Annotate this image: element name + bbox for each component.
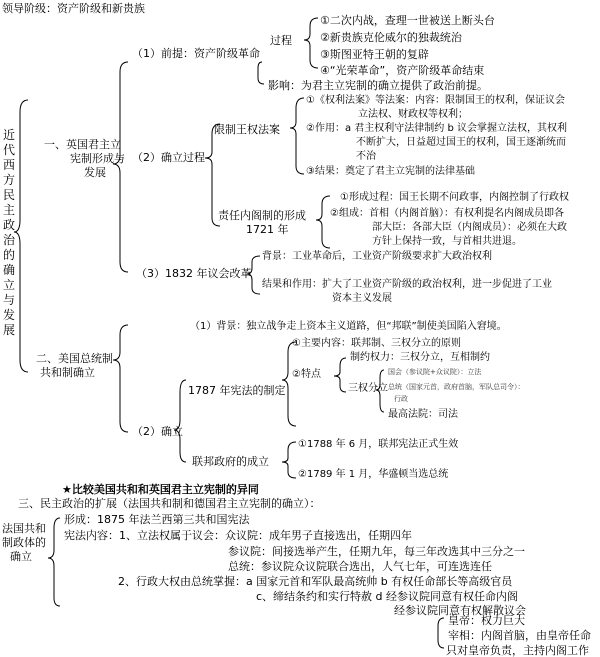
establish-label: （2）确立 [132,425,183,438]
bill-effect-line-3: 不治 [356,151,376,162]
france-content-line-4: 2、行政大权由总统掌握：a 国家元首和军队最高统帅 b 有权任命部长等高级官员 [118,575,513,588]
cabinet-composition-line-3: 方针上保持一致，与首相共进退。 [372,236,522,247]
us-background: （1）背景：独立战争走上资本主义道路，但“邦联”制使美国陷入窘境。 [190,321,507,332]
supreme-court: 最高法院：司法 [388,409,458,420]
premise-label: （1）前提：资产阶级革命 [132,47,260,60]
germany-chancellor-line-1: 宰相：内阁首脑，由皇帝任命 [448,629,591,642]
constitution-label: 1787 年宪法的制定 [188,384,286,397]
france-content-line-6: 经参议院同意有权解散议会 [394,604,526,617]
france-content-line-3: 总统：参议院众议院联合选出，人气七年，可连选连任 [228,560,492,573]
premise-impact: 影响：为君主立宪制的确立提供了政治前提。 [268,79,488,92]
constitution-main-content: ①主要内容：联邦制、三权分立的原则 [292,338,461,349]
premise-item-2: ②新贵族克伦威尔的独裁统治 [320,31,462,44]
reform-background: 背景：工业革命后，工业资产阶级要求扩大政治权利 [262,251,492,262]
germany-emperor: 皇帝：权力巨大 [448,614,525,627]
uk-title-line-1: 一、英国君主立 [44,138,121,151]
cabinet-label: 责任内阁制的形成 [218,209,306,222]
bill-effect-line-2: 不断扩大，日益超过国王的权利，国王逐渐统而 [356,137,566,148]
france-content-line-1: 宪法内容：1、立法权属于议会：众议院：成年男子直接选出，任期四年 [64,529,412,542]
cabinet-year: 1721 年 [246,223,289,236]
france-formation: 形成：1875 年法兰西第三共和国宪法 [64,513,250,526]
separation-label: 三权分立 [348,383,388,394]
president: 总统（国家元首，政府首脑，军队总司令）： [388,383,525,391]
france-title-line-3: 确立 [10,550,32,563]
federal-event-2: ②1789 年 1 月，华盛顿当选总统 [298,469,449,480]
uk-title-line-2: 宪制形成与 [70,152,125,165]
bill-effect-line-1: ②作用：a 君主权利守法律制约 b 议会掌握立法权，其权利 [306,123,567,134]
premise-item-1: ①二次内战，查理一世被送上断头台 [320,14,495,27]
france-title-line-2: 制政体的 [2,536,46,549]
bill-of-rights-line-1: ①《权利法案》等法案：内容：限制国王的权利，保证议会 [306,95,565,106]
germany-chancellor-line-2: 只对皇帝负责，主持内阁工作 [446,644,589,657]
federal-event-1: ①1788 年 6 月，联邦宪法正式生效 [298,439,459,450]
process-label: （2）确立过程 [132,151,205,164]
bill-of-rights-line-2: 立法权、财政权等权利； [358,109,468,120]
cabinet-composition-line-2: 部大臣：各部大臣（内阁成员）：必须在大政 [372,222,567,233]
reform-result-line-2: 资本主义发展 [332,293,392,304]
president-role: 行政 [394,395,408,403]
limit-royal-power-label: 限制王权法案 [214,123,280,136]
compare-heading: ★比较美国共和和英国君主立宪制的异同 [62,483,259,496]
france-title-line-1: 法国共和 [2,522,46,535]
cabinet-formation: ①形成过程：国王长期不问政事，内阁控制了行政权 [340,192,569,203]
premise-item-4: ④“光荣革命”，资产阶级革命结束 [320,64,485,77]
expansion-heading: 三、民主政治的扩展（法国共和制和德国君主立宪制的确立）： [18,497,321,510]
premise-process-label: 过程 [270,34,292,47]
features-label: ②特点 [292,369,321,380]
cabinet-composition-line-1: ②组成：首相（内阁首脑）：有权利提名内阁成员即各 [330,208,564,219]
us-title-line-2: 共和制确立 [40,366,95,379]
root-title: 近代西方民主政治的确立与发展 [2,128,15,337]
checks-and-balances: 制约权力：三权分立，互相制约 [350,352,490,363]
reform-label: （3）1832 年议会改革 [136,267,252,280]
france-content-line-5: c、缔结条约和实行特赦 d 经参议院同意有权任命内阁 [256,590,519,603]
uk-title-line-3: 发展 [84,166,106,179]
federal-government-label: 联邦政府的成立 [192,455,269,468]
leader-class: 领导阶级：资产阶级和新贵族 [2,2,145,15]
premise-item-3: ③斯图亚特王朝的复辟 [320,48,429,61]
us-title-line-1: 二、美国总统制 [36,352,113,365]
france-content-line-2: 参议院：间接选举产生，任期九年，每三年改选其中三分之一 [228,545,525,558]
congress: 国会（参议院+众议院）：立法 [388,368,482,376]
bill-result: ③结果：奠定了君主立宪制的法律基础 [306,166,475,177]
reform-result-line-1: 结果和作用：扩大了工业资产阶级的政治权利，进一步促进了工业 [262,279,552,290]
